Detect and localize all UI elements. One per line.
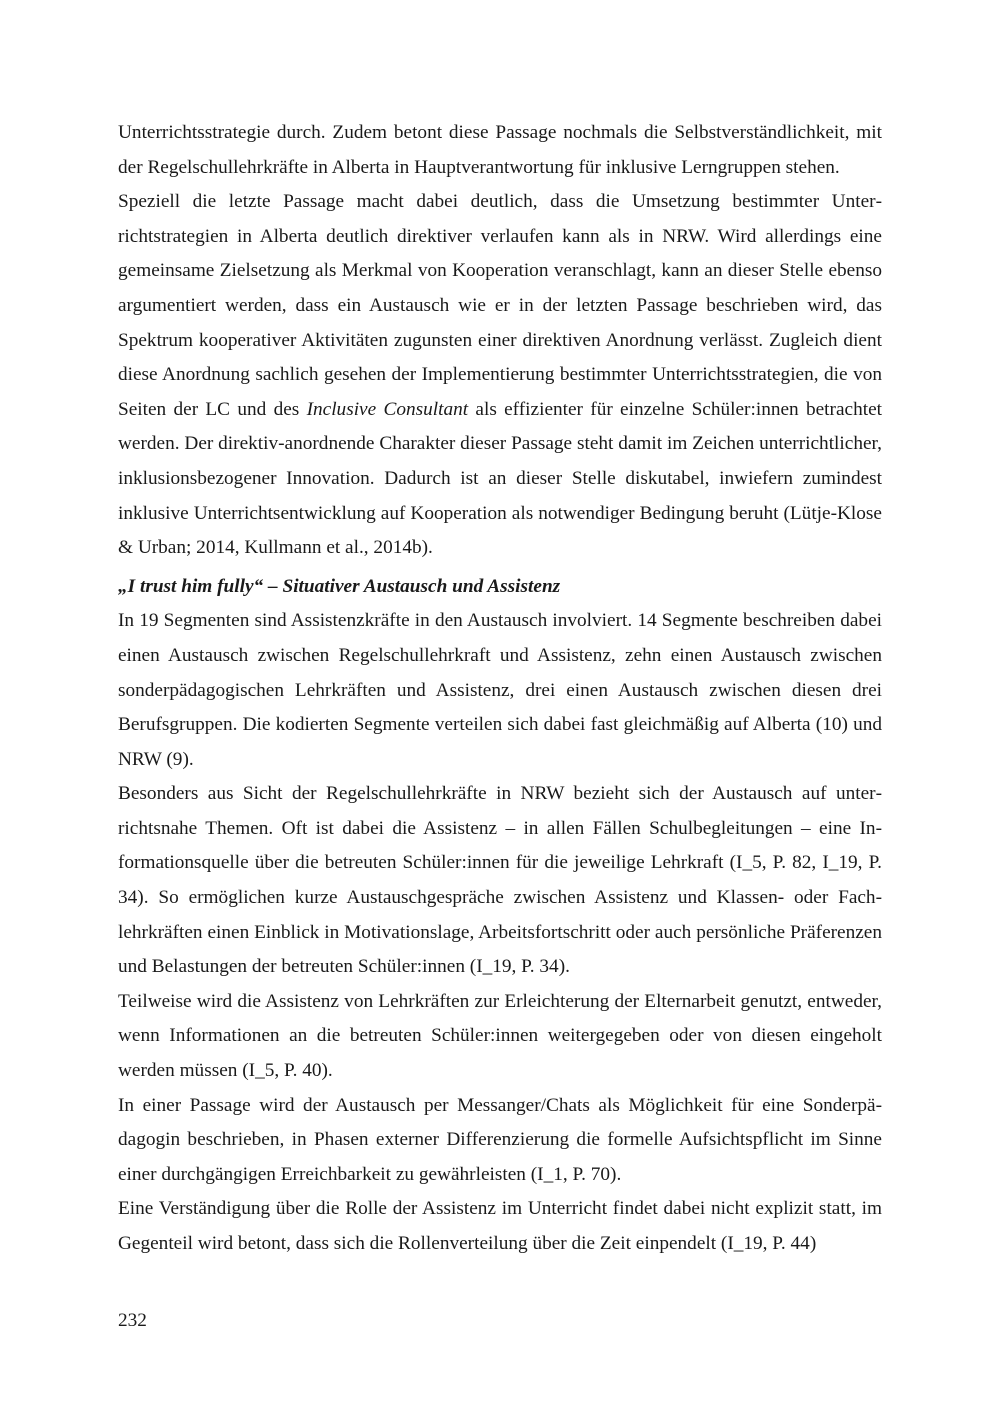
body-paragraph: In 19 Segmenten sind Assistenzkräfte in den Austausch involviert. 14 Segmente beschreiben dabei einen Austausch zwischen Regelschullehrkraft und Assistenz, zehn einen Austausch zwischen sonderpädagogischen Lehrkräften und Assistenz, drei einen Austausch zwischen diesen drei Berufsgruppen. Die kodierten Segmente verteilen sich dabei fast gleichmäßig auf Alberta (10) und NRW (9).: [118, 610, 882, 770]
body-paragraph: Unterrichtsstrategie durch. Zudem betont diese Passage nochmals die Selbstverständlichkeit, mit der Regelschullehrkräfte in Alberta in Hauptverantwortung für inklusive Lerngruppen stehen.: [118, 122, 882, 178]
italic-term: Inclusive Consultant: [306, 398, 469, 420]
section-heading: „I trust him fully“ – Situativer Austausch und Assistenz: [118, 575, 561, 597]
body-paragraph: Eine Verständigung über die Rolle der Assistenz im Unterricht findet dabei nicht explizit statt, im Gegenteil wird betont, dass sich die Rollenverteilung über die Zeit einpendelt (I_19, P. 44): [118, 1198, 882, 1254]
paragraph-text: als effizienter für einzelne Schüler:innen betrachtet werden. Der direktiv-anordnende Charakter dieser Passage steht damit im Zeichen unterrichtlicher, inklusionsbezogener Innovation. Dadurch ist an dieser Stelle diskutabel, inwiefern zumindest inklusive Unterrichtsentwicklung auf Kooperation als notwendiger Bedingung beruht (Lütje-Klose & Urban; 2014, Kullmann et al., 2014b).: [118, 398, 882, 559]
page-number: 232: [118, 1310, 147, 1331]
paragraph-text: Speziell die letzte Passage macht dabei deutlich, dass die Umsetzung bestimmter Unterrichtstrategien in Alberta deutlich direktiver verlaufen kann als in NRW. Wird allerdings eine gemeinsame Zielsetzung als Merkmal von Kooperation veranschlagt, kann an dieser Stelle ebenso argumentiert werden, dass ein Austausch wie er in der letzten Passage beschrieben wird, das Spektrum kooperativer Aktivitäten zugunsten einer direktiven Anordnung verlässt. Zugleich dient diese Anordnung sachlich gesehen der Implementierung bestimmter Unterrichtsstrategien, die von Seiten der LC und des: [118, 191, 882, 420]
body-paragraph: Teilweise wird die Assistenz von Lehrkräften zur Erleichterung der Elternarbeit genutzt, entweder, wenn Informationen an die betreuten Schüler:innen weitergegeben oder von diesen eingeholt werden müssen (I_5, P. 40).: [118, 990, 882, 1082]
body-paragraph: [118, 185, 882, 566]
body-paragraph: Besonders aus Sicht der Regelschullehrkräfte in NRW bezieht sich der Austausch auf unterrichtsnahe Themen. Oft ist dabei die Assistenz – in allen Fällen Schulbegleitungen – eine Informationsquelle über die betreuten Schüler:innen für die jeweilige Lehrkraft (I_5, P. 82, I_19, P. 34). So ermöglichen kurze Austauschgespräche zwischen Assistenz und Klassen- oder Fachlehrkräften einen Einblick in Motivationslage, Arbeitsfortschritt oder auch persönliche Präferenzen und Belastungen der betreuten Schüler:innen (I_19, P. 34).: [118, 783, 882, 978]
document-page: [118, 116, 882, 1262]
body-paragraph: In einer Passage wird der Austausch per Messanger/Chats als Möglichkeit für eine Sonderpädagogin beschrieben, in Phasen externer Differenzierung die formelle Aufsichtspflicht im Sinne einer durchgängigen Erreichbarkeit zu gewährleisten (I_1, P. 70).: [118, 1094, 882, 1185]
